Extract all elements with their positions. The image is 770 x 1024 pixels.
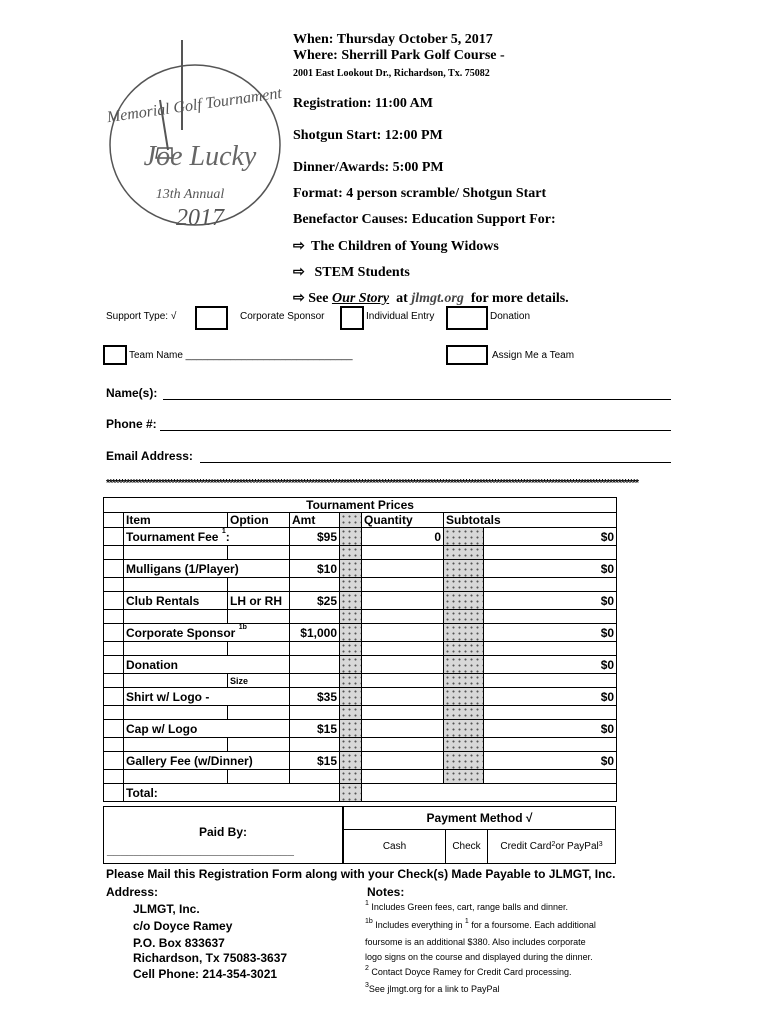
individual-entry-label: Individual Entry	[366, 311, 435, 322]
table-row	[104, 560, 617, 578]
note-1b-text-b: for a foursome. Each additional	[468, 920, 596, 930]
footnote-mark: 1	[365, 900, 369, 907]
arrow-right-icon: ⇨	[293, 291, 305, 306]
quantity-input[interactable]	[362, 592, 444, 610]
quantity-input[interactable]: 0	[362, 528, 444, 546]
paid-by-label: Paid By:	[199, 825, 248, 839]
item-amount: $95	[290, 528, 340, 546]
address-line-4: Richardson, Tx 75083-3637	[133, 951, 288, 965]
corporate-sponsor-checkbox[interactable]	[195, 306, 228, 330]
see-text: See	[308, 291, 329, 306]
event-cause-1	[293, 238, 499, 255]
credit-card-text: Credit Card	[500, 841, 552, 852]
cause-2-text: STEM Students	[314, 265, 410, 280]
footnote-mark: 2	[365, 965, 369, 972]
tournament-prices-table	[103, 497, 617, 802]
header-quantity: Quantity	[362, 513, 444, 528]
footnote-mark: 3	[598, 841, 603, 848]
note-1b	[365, 920, 596, 930]
item-suffix: :	[225, 529, 230, 544]
item-name: Donation	[124, 656, 290, 674]
mail-instructions: Please Mail this Registration Form along with your Check(s) Made Payable to JLMGT, Inc.	[106, 867, 616, 881]
prices-title: Tournament Prices	[104, 498, 617, 513]
site-link[interactable]: jlmgt.org	[411, 291, 464, 306]
team-name-checkbox[interactable]	[103, 345, 127, 365]
details-text: for more details.	[470, 291, 569, 306]
logo-text-edition: 13th Annual	[155, 187, 225, 202]
donation-label: Donation	[490, 311, 531, 322]
item-subtotal: $0	[484, 624, 617, 642]
event-shotgun: Shotgun Start: 12:00 PM	[293, 128, 443, 143]
header-option: Option	[228, 513, 290, 528]
note-1b-line-3: logo signs on the course and displayed during the dinner.	[365, 952, 593, 962]
event-benefactor: Benefactor Causes: Education Support For:	[293, 212, 556, 227]
footnote-mark: 1	[221, 527, 226, 535]
payment-section	[103, 806, 616, 864]
address-line-2: c/o Doyce Ramey	[133, 919, 233, 933]
item-name: Gallery Fee (w/Dinner)	[124, 752, 290, 770]
note-1b-text-a: Includes everything in	[372, 920, 465, 930]
note-1b-line-2: foursome is an additional $380. Also includes corporate	[365, 937, 586, 947]
corporate-sponsor-label: Corporate Sponsor	[240, 311, 325, 322]
quantity-input[interactable]	[362, 752, 444, 770]
logo-text-year: 2017	[176, 205, 224, 231]
item-name: Corporate Sponsor	[126, 625, 236, 640]
item-subtotal: $0	[484, 656, 617, 674]
cell-phone: Cell Phone: 214-354-3021	[133, 967, 278, 981]
section-divider: ****************************************************************************************************************************************************************************************	[106, 478, 639, 489]
table-row	[104, 528, 617, 546]
table-header-row	[104, 513, 617, 528]
item-name: Shirt w/ Logo -	[124, 688, 290, 706]
table-row	[104, 720, 617, 738]
individual-entry-checkbox[interactable]	[340, 306, 364, 330]
address-label: Address:	[106, 885, 159, 899]
item-amount: $15	[290, 720, 340, 738]
event-format: Format: 4 person scramble/ Shotgun Start	[293, 186, 547, 201]
event-where: Where: Sherrill Park Golf Course -	[293, 48, 505, 63]
event-see-story	[293, 290, 569, 307]
arrow-right-icon: ⇨	[293, 265, 305, 280]
donation-amount-input[interactable]	[290, 656, 340, 674]
footnote-mark: 1b	[365, 918, 373, 925]
quantity-input[interactable]	[362, 720, 444, 738]
event-cause-2	[293, 264, 410, 281]
item-subtotal: $0	[484, 560, 617, 578]
note-3-text: See jlmgt.org for a link to PayPal	[368, 984, 500, 994]
our-story-link[interactable]: Our Story	[331, 291, 390, 306]
note-1	[365, 902, 568, 912]
assign-team-label: Assign Me a Team	[492, 350, 575, 361]
address-line-1: JLMGT, Inc.	[133, 902, 200, 916]
golf-tournament-logo	[100, 30, 290, 240]
item-name: Cap w/ Logo	[124, 720, 290, 738]
total-value	[362, 784, 617, 802]
payment-method-box	[344, 807, 615, 863]
item-amount: $35	[290, 688, 340, 706]
quantity-input[interactable]	[362, 560, 444, 578]
quantity-input[interactable]	[362, 688, 444, 706]
total-row	[104, 784, 617, 802]
item-subtotal: $0	[484, 688, 617, 706]
footnote-mark: 2	[551, 841, 556, 848]
table-row	[104, 624, 617, 642]
item-name: Mulligans (1/Player)	[124, 560, 290, 578]
item-amount: $25	[290, 592, 340, 610]
note-2-text: Contact Doyce Ramey for Credit Card processing.	[368, 967, 572, 977]
event-when: When: Thursday October 5, 2017	[293, 32, 493, 47]
item-option[interactable]: LH or RH	[228, 592, 290, 610]
header-item: Item	[124, 513, 228, 528]
phone-input[interactable]	[160, 430, 671, 431]
footnote-mark: 1	[464, 918, 469, 925]
cash-option[interactable]: Cash	[344, 829, 446, 863]
table-row	[104, 752, 617, 770]
check-option[interactable]: Check	[446, 829, 488, 863]
table-row	[104, 688, 617, 706]
email-input[interactable]	[200, 462, 671, 463]
notes-label: Notes:	[367, 885, 405, 899]
event-address: 2001 East Lookout Dr., Richardson, Tx. 75082	[293, 68, 490, 79]
paid-by-box	[104, 807, 344, 863]
note-1-text: Includes Green fees, cart, range balls and dinner.	[368, 902, 569, 912]
team-name-field[interactable]: Team Name ______________________________	[129, 350, 353, 361]
item-subtotal: $0	[484, 528, 617, 546]
quantity-input[interactable]	[362, 624, 444, 642]
item-subtotal: $0	[484, 752, 617, 770]
email-label: Email Address:	[106, 449, 193, 463]
names-input[interactable]	[163, 399, 671, 400]
item-subtotal: $0	[484, 592, 617, 610]
arrow-right-icon: ⇨	[293, 239, 305, 254]
total-label: Total:	[124, 784, 340, 802]
payment-method-label: Payment Method √	[426, 811, 533, 825]
cause-1-text: The Children of Young Widows	[311, 239, 499, 254]
item-subtotal: $0	[484, 720, 617, 738]
phone-label: Phone #:	[106, 417, 157, 431]
event-dinner: Dinner/Awards: 5:00 PM	[293, 160, 444, 175]
credit-card-paypal-option[interactable]	[488, 829, 615, 863]
size-label: Size	[228, 674, 290, 688]
note-3	[365, 984, 499, 994]
header-amt: Amt	[290, 513, 340, 528]
header-subtotals: Subtotals	[444, 513, 617, 528]
paypal-text: or PayPal	[555, 841, 599, 852]
item-amount: $10	[290, 560, 340, 578]
footnote-mark: 3	[365, 982, 369, 989]
note-2	[365, 967, 572, 977]
item-name: Tournament Fee	[126, 529, 219, 544]
item-amount: $1,000	[290, 624, 340, 642]
table-row	[104, 592, 617, 610]
names-label: Name(s):	[106, 386, 158, 400]
table-row	[104, 656, 617, 674]
quantity-input[interactable]	[362, 656, 444, 674]
address-line-3: P.O. Box 833637	[133, 936, 225, 950]
assign-team-checkbox[interactable]	[446, 345, 488, 365]
support-type-label: Support Type: √	[106, 311, 177, 322]
logo-text-top: Memorial Golf Tournament	[105, 84, 283, 127]
item-name: Club Rentals	[124, 592, 228, 610]
item-amount: $15	[290, 752, 340, 770]
event-registration: Registration: 11:00 AM	[293, 96, 433, 111]
logo-text-name: Joe Lucky	[143, 141, 257, 172]
footnote-mark: 1b	[238, 623, 247, 631]
at-text: at	[396, 291, 408, 306]
paid-by-input[interactable]: ____________________________	[107, 843, 294, 857]
donation-checkbox[interactable]	[446, 306, 488, 330]
